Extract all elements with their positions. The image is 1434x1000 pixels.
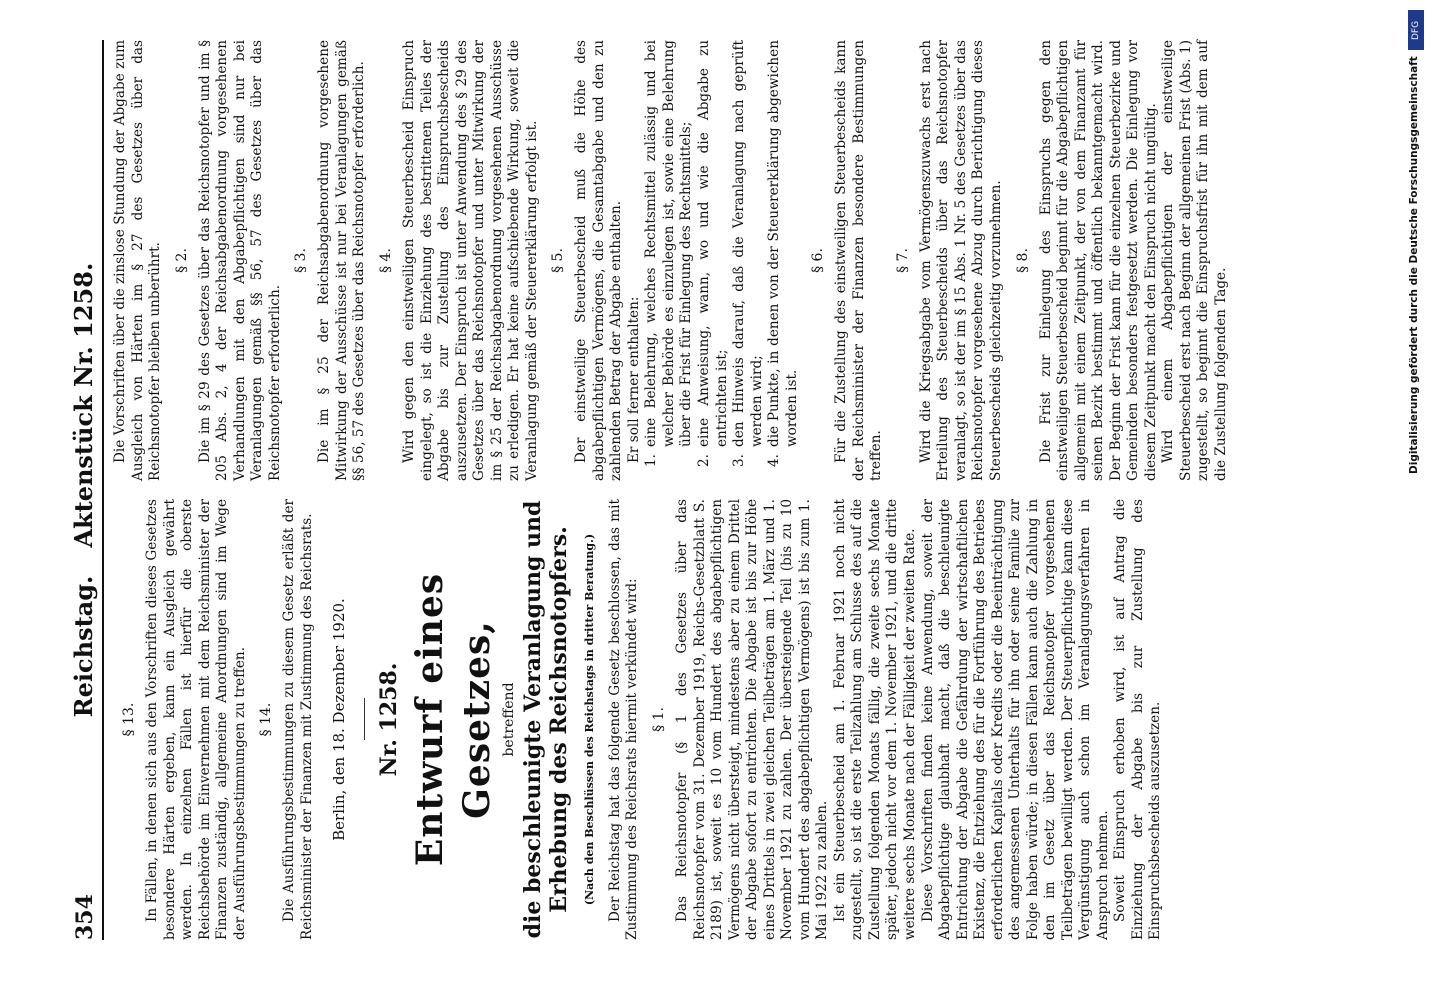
paragraph: Diese Vorschriften finden keine Anwendung, soweit der Abgabepflichtige glaubhaft macht, daß die beschleunigte Entrichtung der Abgabe die Gefährdung der wirtschaftlichen Existenz, die Entziehung des für die Fortführung des Betriebes erforderlichen Kapitals oder Kredits oder die Beeinträchtigung des angemessenen Unterhalts für ihn oder seine Familie zur Folge haben würde; in diesen Fällen kann auch die Zahlung in den im Gesetz über das Reichsnotopfer vorgesehenen Teilbeträgen bewilligt werden. Der Steuerpflichtige kann diese Vergünstigung auch schon im Veranlagungsverfahren in Anspruch nehmen. (919, 499, 1111, 940)
funding-note-text: Digitalisierung gefördert durch die Deutsche Forschungsgemeinschaft (1408, 56, 1420, 474)
paragraph: Für die Zustellung des einstweiligen Steuerbescheids kann der Reichsminister der Finanzen besondere Bestimmungen treffen. (833, 40, 885, 481)
law-note: (Nach den Beschlüssen des Reichstags in dritter Beratung.) (582, 533, 596, 906)
left-column (112, 499, 1410, 940)
law-subject: die beschleunigte Veranlagung und Erhebung des Reichsnotopfers. (519, 500, 573, 939)
header-right-title: Aktenstück Nr. 1258. (69, 262, 98, 548)
list-number: 2. (696, 454, 712, 467)
section-heading: § 1. (651, 707, 668, 732)
list-text: eine Belehrung, welches Rechtsmittel zulässig und bei welcher Behörde es einzulegen ist, sowie eine Belehrung über die Frist für Einlegung des Rechtsmittels; (643, 40, 695, 447)
paragraph: In Fällen, in denen sich aus den Vorschriften dieses Gesetzes besondere Härten ergeben, kann ein Ausgleich gewährt werden. In einzelnen Fällen ist hierfür die oberste Reichsbehörde im Einvernehmen mit dem Reichsminister der Finanzen zuständig, allgemeine Anordnungen sind im Wege der Ausführungsbestimmungen zu treffen. (144, 499, 248, 940)
law-title: Entwurf eines Gesetzes, (409, 572, 498, 867)
paragraph: Der einstweilige Steuerbescheid muß die Höhe des abgabepflichtigen Vermögens, die Gesamtabgabe und den zu zahlenden Betrag der Abgabe enthalten. (573, 40, 625, 481)
list-item (696, 40, 731, 481)
list-item (643, 40, 696, 481)
date-line: Berlin, den 18. Dezember 1920. (330, 598, 349, 841)
page-header (58, 40, 104, 940)
list-number: 3. (731, 454, 748, 467)
right-column (112, 40, 1410, 481)
paragraph: Wird die Kriegsabgabe vom Vermögenszuwachs erst nach Erteilung des Steuerbescheids über das Reichsnotopfer veranlagt, so ist der im § 15 Abs. 1 Nr. 5 des Gesetzes über das Reichsnotopfer vorgesehene Abzug durch Berichtigung dieses Steuerbescheids gleichzeitig vorzunehmen. (917, 40, 1004, 481)
section-heading: § 14. (258, 702, 275, 737)
section-heading: § 8. (1014, 248, 1031, 273)
paragraph: Wird gegen den einstweiligen Steuerbescheid Einspruch eingelegt, so ist die Einziehung des bestrittenen Teiles der Abgabe bis zur Zustellung des Einspruchsbescheids auszusetzen. Der Einspruch ist unter Anwendung des § 29 des Gesetzes über das Reichsnotopfer und unter Mitwirkung der im § 25 der Reichsabgabenordnung vorgesehenen Ausschüsse zu erledigen. Er hat keine aufschiebende Wirkung, soweit die Veranlagung gemäß der Steuererklärung erfolgt ist. (400, 40, 540, 481)
list-text: den Hinweis darauf, daß die Veranlagung nach geprüft werden wird; (731, 40, 765, 447)
paragraph: Die im § 29 des Gesetzes über das Reichsnotopfer und im § 205 Abs. 2, 4 der Reichsabgabenordnung vorgesehenen Verhandlungen mit den Abgabepflichtigen sind nur bei Veranlagungen gemäß §§ 56, 57 des Gesetzes über das Reichsnotopfer erforderlich. (196, 40, 283, 481)
list-number: 1. (643, 454, 660, 467)
divider (364, 699, 365, 741)
law-betreffend: betreffend (500, 682, 517, 757)
text-columns (112, 40, 1410, 940)
section-heading: § 7. (894, 248, 911, 273)
paragraph: Die Ausführungsbestimmungen zu diesem Gesetz erläßt der Reichsminister der Finanzen mit Zustimmung des Reichsrats. (281, 499, 315, 940)
paragraph: Die Vorschriften über die zinslose Stundung der Abgabe zum Ausgleich von Härten im § 27 des Gesetzes über das Reichsnotopfer bleiben unberührt. (112, 40, 164, 481)
paragraph: Das Reichsnotopfer (§ 1 des Gesetzes über das Reichsnotopfer vom 31. Dezember 1919, Reichs-Gesetzblatt S. 2189) ist, soweit es 10 vom Hundert des abgabepflichtigen Vermögens nicht übersteigt, mindestens aber zu einem Drittel der Abgabe sofort zu entrichten. Die Abgabe ist bis zur Höhe eines Drittels in zwei gleichen Teilbeträgen am 1. März und 1. November 1921 zu zahlen. Der übersteigende Teil (bis zu 10 vom Hundert des abgabepflichtigen Vermögens) ist bis zum 1. Mai 1922 zu zahlen. (674, 499, 831, 940)
list-item (766, 40, 801, 481)
list-intro: Er soll ferner enthalten: (625, 296, 642, 463)
list-number: 4. (766, 454, 783, 467)
section-heading: § 4. (377, 248, 394, 273)
section-heading: § 3. (293, 248, 310, 273)
paragraph: Ist ein Steuerbescheid am 1. Februar 1921 noch nicht zugestellt, so ist die erste Teilzahlung am Schlusse des auf die Zustellung folgenden Monats fällig, die zweite sechs Monate später, jedoch nicht vor dem 1. November 1921, und die dritte weitere sechs Monate nach der Fälligkeit der zweiten Rate. (831, 499, 918, 940)
list-text: eine Anweisung, wann, wo und wie die Abgabe zu entrichten ist; (696, 40, 730, 447)
section-heading: § 2. (173, 248, 190, 273)
paragraph: Die im § 25 der Reichsabgabenordnung vorgesehene Mitwirkung der Ausschüsse ist nur bei Veranlagungen gemäß §§ 56, 57 des Gesetzes über das Reichsnotopfer erforderlich. (316, 40, 368, 481)
section-heading: § 13. (121, 702, 137, 737)
funding-note (1406, 10, 1428, 990)
list-item (731, 40, 766, 481)
paragraph: Soweit Einspruch erhoben wird, ist auf Antrag die Einziehung der Abgabe bis zur Zustellung des Einspruchsbescheids auszusetzen. (1112, 499, 1164, 940)
list-text: die Punkte, in denen von der Steuererklärung abgewichen worden ist. (766, 40, 800, 447)
header-left-title: Reichstag. (69, 575, 98, 718)
section-heading: § 5. (550, 248, 567, 273)
preamble: Der Reichstag hat das folgende Gesetz beschlossen, das mit Zustimmung des Reichsrats hiermit verkündet wird: (606, 499, 641, 940)
section-heading: § 6. (810, 248, 827, 273)
paragraph: Die Frist zur Einlegung des Einspruchs gegen den einstweiligen Steuerbescheid beginnt für die Abgabepflichtigen allgemein mit einem Zeitpunkt, der von dem Finanzamt für seinen Bezirk bestimmt und öffentlich bekanntgemacht wird. Der Beginn der Frist kann für die einzelnen Steuerbezirke und Gemeinden besonders festgesetzt werden. Die Einlegung vor diesem Zeitpunkt macht den Einspruch nicht ungültig. (1037, 40, 1159, 481)
page-number: 354 (72, 894, 98, 940)
paragraph: Wird einem Abgabepflichtigen der einstweilige Steuerbescheid erst nach Beginn der allgemeinen Frist (Abs. 1) zugestellt, so beginnt die Einspruchsfrist für ihn mit dem auf die Zustellung folgenden Tage. (1160, 40, 1229, 481)
law-number: Nr. 1258. (375, 662, 402, 777)
dfg-logo: DFG (1408, 10, 1424, 50)
